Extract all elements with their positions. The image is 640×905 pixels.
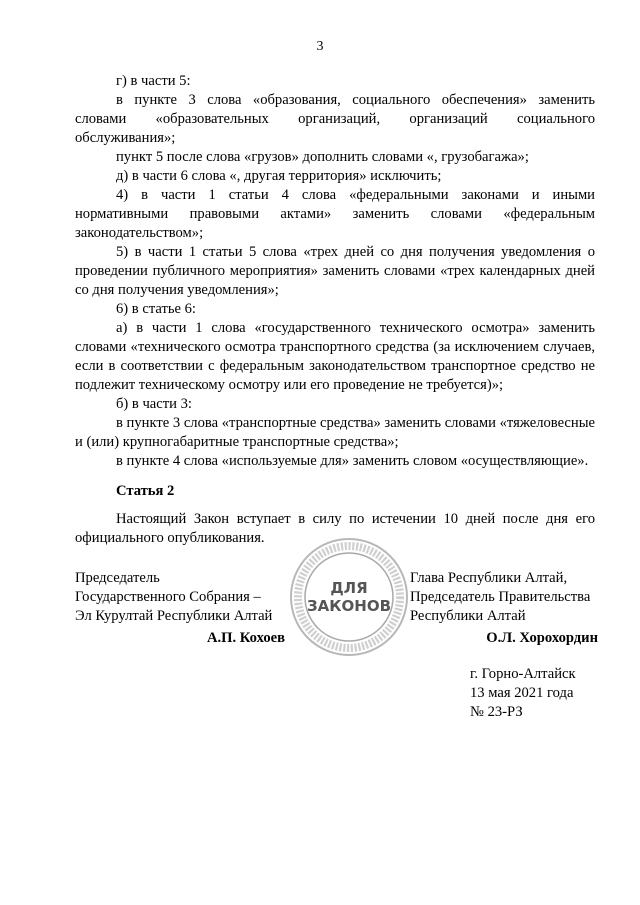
signature-block-right bbox=[410, 569, 600, 648]
paragraph: в пункте 4 слова «используемые для» заменить словом «осуществляющие». bbox=[116, 453, 589, 469]
signer-title-line: Председатель Правительства bbox=[410, 589, 591, 605]
paragraph: а) в части 1 слова «государственного технического осмотра» заменить словами «технического осмотра транспортного средства (за исключением случаев, если в соответствии с федеральным законодательством транспортное средство не подлежит техническому осмотру или его проведение не требуется)»; bbox=[75, 320, 595, 393]
signer-title-line: Эл Курултай Республики Алтай bbox=[75, 608, 273, 624]
stamp-text-bottom: ЗАКОНОВ bbox=[306, 597, 392, 615]
paragraph: г) в части 5: bbox=[116, 73, 191, 89]
signer-title-line: Государственного Собрания – bbox=[75, 589, 261, 605]
paragraph: в пункте 3 слова «транспортные средства» заменить словами «тяжеловесные и (или) крупногабаритные транспортные средства»; bbox=[75, 415, 595, 450]
date: 13 мая 2021 года bbox=[470, 685, 574, 701]
signer-title-line: Председатель bbox=[75, 570, 160, 586]
place: г. Горно-Алтайск bbox=[470, 666, 576, 682]
paragraph: пункт 5 после слова «грузов» дополнить словами «, грузобагажа»; bbox=[116, 149, 529, 165]
document-body bbox=[75, 72, 595, 548]
paragraph: 6) в статье 6: bbox=[116, 301, 196, 317]
signer-name: О.Л. Хорохордин bbox=[486, 630, 598, 646]
page-number: 3 bbox=[316, 39, 324, 54]
paragraph: в пункте 3 слова «образования, социального обеспечения» заменить словами «образовательных организаций, организаций социального обслуживания»; bbox=[75, 92, 595, 146]
signer-name: А.П. Кохоев bbox=[206, 630, 285, 646]
signer-title-line: Глава Республики Алтай, bbox=[410, 570, 568, 586]
stamp-seal bbox=[288, 536, 410, 658]
paragraph: 4) в части 1 статьи 4 слова «федеральными законами и иными нормативными правовыми актами» заменить словами «федеральным законодательством»; bbox=[75, 187, 595, 241]
article-text: Настоящий Закон вступает в силу по истечении 10 дней после дня его официального опубликования. bbox=[75, 511, 595, 546]
signature-block-left bbox=[75, 569, 285, 648]
place-date-block bbox=[470, 665, 610, 722]
article-heading: Статья 2 bbox=[116, 483, 175, 499]
paragraph: 5) в части 1 статьи 5 слова «трех дней со дня получения уведомления о проведении публичного мероприятия» заменить словами «трех календарных дней со дня получения уведомления»; bbox=[75, 244, 595, 298]
signer-title-line: Республики Алтай bbox=[410, 608, 526, 624]
stamp-text-top: ДЛЯ bbox=[330, 579, 368, 597]
paragraph: д) в части 6 слова «, другая территория» исключить; bbox=[116, 168, 442, 184]
paragraph: б) в части 3: bbox=[116, 396, 192, 412]
law-number: № 23-РЗ bbox=[470, 704, 523, 720]
